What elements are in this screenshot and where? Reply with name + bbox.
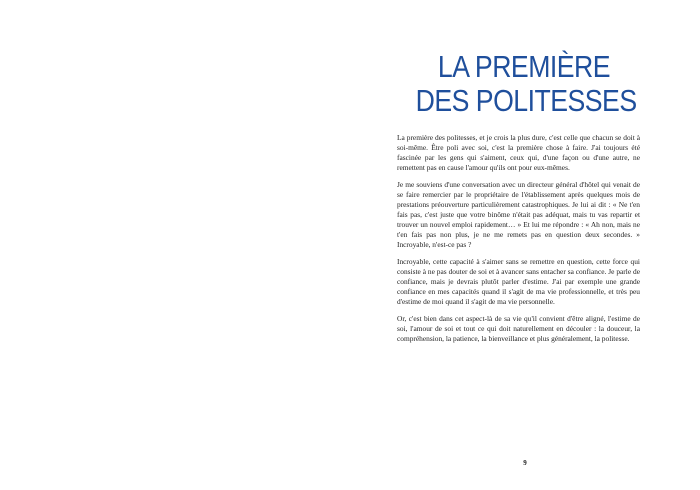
paragraph: La première des politesses, et je crois la plus dure, c'est celle que chacun se doit à soi-même. Être poli avec soi, c'est la première chose à faire. J'ai toujours été fascinée par les gens qui s'aiment, ceux qui, d'une façon ou d'une autre, ne remettent pas en cause l'amour qu'ils ont pour eux-mêmes.: [397, 133, 640, 173]
chapter-title: [415, 49, 637, 118]
chapter-title-line-2: DES POLITESSES: [415, 83, 637, 118]
chapter-title-line-1: LA PREMIÈRE: [437, 49, 611, 84]
paragraph: Je me souviens d'une conversation avec un directeur général d'hôtel qui venait de se faire remercier par le propriétaire de l'établissement après quelques mois de prestations préouverture particulièrement catastrophiques. Je lui ai dit : « Ne t'en fais pas, c'est juste que votre binôme n'était pas adéquat, mais tu vas repartir et trouver un nouvel emploi rapidement… » Et lui me répondre : « Ah non, mais ne t'en fais pas non plus, je ne me remets pas en question deux secondes. » Incroyable, n'est-ce pas ?: [397, 179, 640, 250]
page-number: 9: [523, 459, 527, 467]
paragraph: Or, c'est bien dans cet aspect-là de sa vie qu'il convient d'être aligné, l'estime de soi, l'amour de soi et tout ce qui doit naturellement en découler : la douceur, la compréhension, la patience, la bienveillance et plus généralement, la politesse.: [397, 314, 640, 344]
paragraph: Incroyable, cette capacité à s'aimer sans se remettre en question, cette force qui consiste à ne pas douter de soi et à avancer sans entacher sa confiance. Je parle de confiance, mais je devrais plutôt parler d'estime. J'ai par exemple une grande confiance en mes capacités quand il s'agit de ma vie professionnelle, et très peu d'estime de moi quand il s'agit de ma vie personnelle.: [397, 257, 640, 307]
chapter-body: [397, 133, 640, 351]
